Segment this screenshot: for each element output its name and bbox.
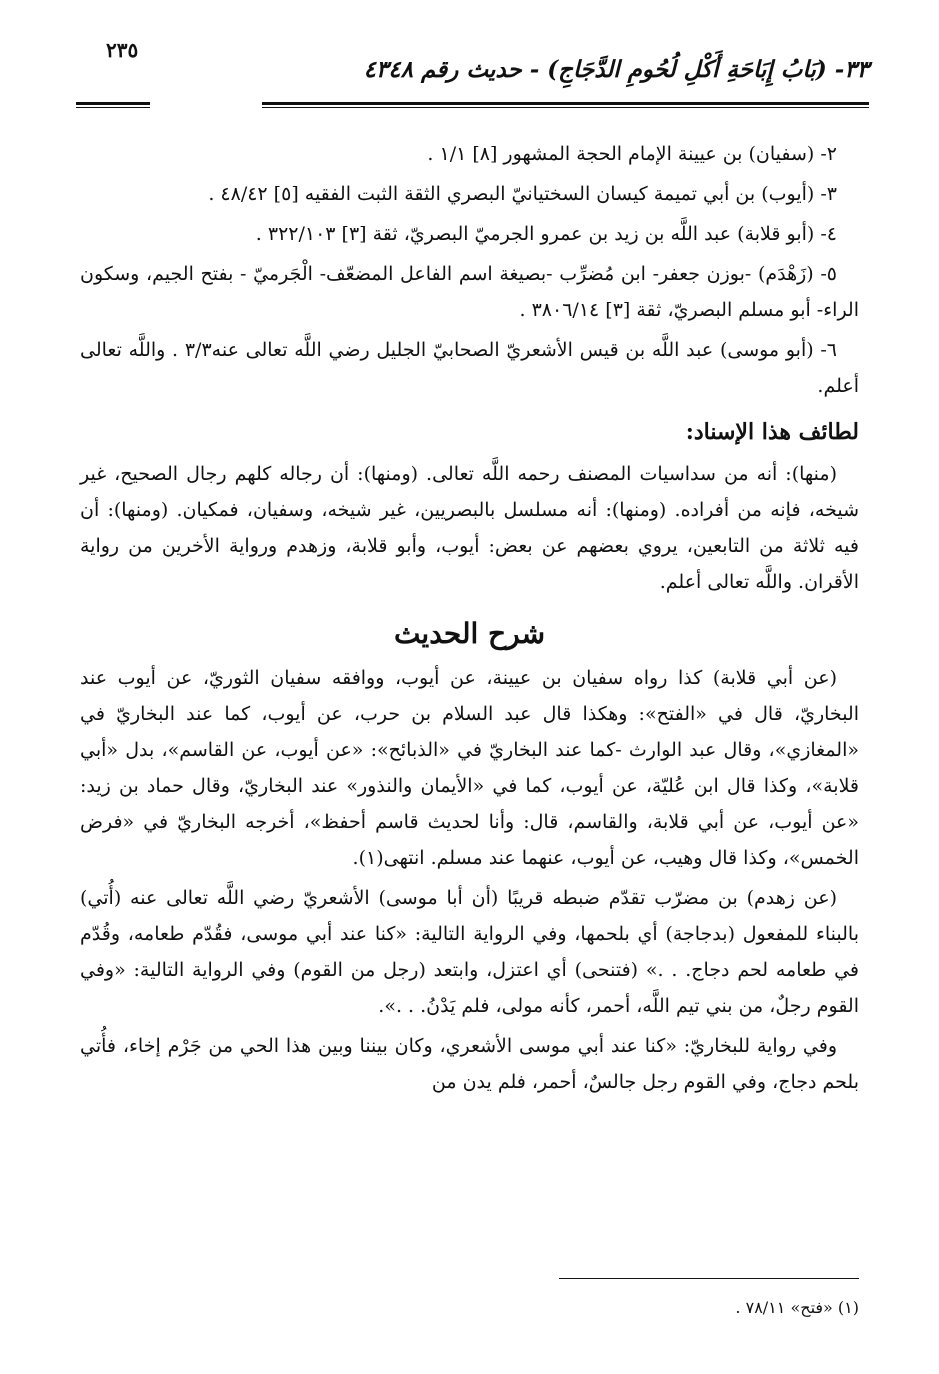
sharh-paragraph: وفي رواية للبخاريّ: «كنا عند أبي موسى الأشعري، وكان بيننا وبين هذا الحي من جَرْم إخاء، فأُتي بلحم دجاج، وفي القوم رجل جالسٌ، أحمر، فلم يدن من [80,1035,859,1093]
lataif-paragraph: (منها): أنه من سداسيات المصنف رحمه اللَّه تعالى. (ومنها): أن رجاله كلهم رجال الصحيح، غير شيخه، فإنه من أفراده. (ومنها): أنه مسلسل بالبصريين، غير شيخه، وسفيان، فمكيان. (ومنها): أن فيه ثلاثة من التابعين، يروي بعضهم عن بعض: أيوب، وأبو قلابة، وزهدم ورواية الأخرين من رواية الأقران. واللَّه تعالى أعلم. [80,463,859,593]
sharh-paragraph: (عن أبي قلابة) كذا رواه سفيان بن عيينة، عن أيوب، ووافقه سفيان الثوريّ، عن أيوب عند البخاريّ، قال في «الفتح»: وهكذا قال عبد السلام بن حرب، عن أيوب، كما عند البخاريّ في «المغازي»، وقال عبد الوارث -كما عند البخاريّ في «الذبائح»: «عن أيوب، عن القاسم»، بدل «أبي قلابة»، وكذا قال ابن عُليّة، عن أيوب، كما في «الأيمان والنذور» عند البخاريّ، وقال حماد بن زيد: «عن أيوب، عن أبي قلابة، والقاسم، قال: وأنا لحديث قاسم أحفظ»، أخرجه البخاريّ في «فرض الخمس»، وكذا قال وهيب، عن أيوب، عنهما عند مسلم. انتهى(١). [80,667,859,869]
sharh-paragraph: (عن زهدم) بن مضرّب تقدّم ضبطه قريبًا (أن أبا موسى) الأشعريّ رضي اللَّه تعالى عنه (أُتي) بالبناء للمفعول (بدجاجة) أي بلحمها، وفي الرواية التالية: «كنا عند أبي موسى، فقُدّم طعامه، وقُدّم في طعامه لحم دجاج. . .» (فتنحى) أي اعتزل، وابتعد (رجل من القوم) وفي الرواية التالية: «وفي القوم رجلٌ، من بني تيم اللَّه، أحمر، كأنه مولى، فلم يَدْنُ. . .». [80,887,859,1017]
narrator-entry: ٤- (أبو قلابة) عبد اللَّه بن زيد بن عمرو الجرميّ البصريّ، ثقة [٣] ٣٢٢/١٠٣ . [255,223,837,245]
page-number: ٢٣٥ [106,38,139,62]
page-number-rule [76,102,150,108]
running-header [60,56,869,96]
narrator-entry: ٥- (زَهْدَم) -بوزن جعفر- ابن مُضرِّب -بصيغة اسم الفاعل المضعّف- الْجَرميّ - بفتح الجيم، وسكون الراء- أبو مسلم البصريّ، ثقة [٣] ٣٨٠٦/١٤ . [80,263,859,321]
section-heading-lataif: لطائف هذا الإسناد: [685,419,859,445]
header-rule [262,102,869,108]
footnote-separator [559,1278,859,1279]
footnote: (١) «فتح» ٧٨/١١ . [735,1298,859,1317]
narrator-entry: ٣- (أيوب) بن أبي تميمة كيسان السختيانيّ البصري الثقة الثبت الفقيه [٥] ٤٨/٤٢ . [208,183,837,205]
page-body [80,136,859,1104]
narrator-entry: ٢- (سفيان) بن عيينة الإمام الحجة المشهور [٨] ١/١ . [427,143,837,165]
narrator-entry: ٦- (أبو موسى) عبد اللَّه بن قيس الأشعريّ الصحابيّ الجليل رضي اللَّه تعالى عنه٣/٣ . واللَّه تعالى أعلم. [80,339,859,397]
section-heading-sharh: شرح الحديث [393,617,546,650]
header-title: ٣٣- (بَابُ إِبَاحَةِ أَكْلِ لُحُومِ الدَّجَاجِ) - حديث رقم ٤٣٤٨ [363,56,869,83]
